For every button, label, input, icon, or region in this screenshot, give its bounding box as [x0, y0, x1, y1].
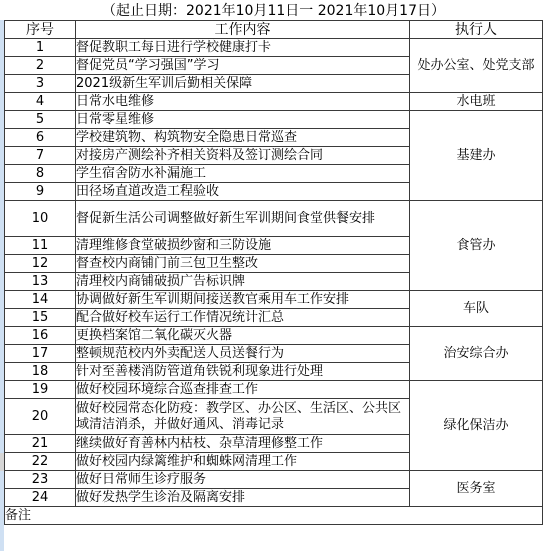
weekly-work-schedule-table [4, 20, 543, 525]
remark-row [5, 507, 543, 525]
cell-seq[interactable]: 21 [5, 435, 76, 453]
cell-seq[interactable]: 22 [5, 453, 76, 471]
cell-task[interactable]: 做好校园常态化防疫：教学区、办公区、生活区、公共区域清洁消杀，并做好通风、消毒记录 [76, 399, 410, 435]
cell-seq[interactable]: 3 [5, 75, 76, 93]
table-header-row [5, 21, 543, 39]
cell-task[interactable]: 学校建筑物、构筑物安全隐患日常巡查 [76, 129, 410, 147]
cell-task[interactable]: 日常水电维修 [76, 93, 410, 111]
cell-task[interactable]: 清理维修食堂破损纱窗和三防设施 [76, 237, 410, 255]
cell-executor-security[interactable]: 治安综合办 [410, 327, 543, 381]
cell-executor-plumbing[interactable]: 水电班 [410, 93, 543, 111]
cell-task[interactable]: 配合做好校车运行工作情况统计汇总 [76, 309, 410, 327]
cell-task[interactable]: 更换档案馆二氧化碳灭火器 [76, 327, 410, 345]
cell-seq[interactable]: 9 [5, 183, 76, 201]
cell-seq[interactable]: 5 [5, 111, 76, 129]
cell-task[interactable]: 做好日常师生诊疗服务 [76, 471, 410, 489]
cell-task[interactable]: 协调做好新生军训期间接送教官乘用车工作安排 [76, 291, 410, 309]
cell-task[interactable]: 对接房产测绘补齐相关资料及签订测绘合同 [76, 147, 410, 165]
cell-task[interactable]: 继续做好育善林内枯枝、杂草清理修整工作 [76, 435, 410, 453]
cell-seq[interactable]: 15 [5, 309, 76, 327]
cell-seq[interactable]: 6 [5, 129, 76, 147]
cell-seq[interactable]: 20 [5, 399, 76, 435]
table-row [5, 381, 543, 399]
cell-seq[interactable]: 18 [5, 363, 76, 381]
cell-executor-greening[interactable]: 绿化保洁办 [410, 381, 543, 471]
cell-task[interactable]: 学生宿舍防水补漏施工 [76, 165, 410, 183]
cell-seq[interactable]: 17 [5, 345, 76, 363]
cell-task[interactable]: 针对至善楼消防管道角铁锐利现象进行处理 [76, 363, 410, 381]
cell-seq[interactable]: 24 [5, 489, 76, 507]
cell-task[interactable]: 做好发热学生诊治及隔离安排 [76, 489, 410, 507]
cell-executor-office[interactable]: 处办公室、处党支部 [410, 39, 543, 93]
cell-seq[interactable]: 16 [5, 327, 76, 345]
cell-task[interactable]: 督促新生活公司调整做好新生军训期间食堂供餐安排 [76, 201, 410, 237]
cell-executor-motorpool[interactable]: 车队 [410, 291, 543, 327]
cell-task[interactable]: 田径场直道改造工程验收 [76, 183, 410, 201]
cell-seq[interactable]: 11 [5, 237, 76, 255]
date-range-title: （起止日期：2021年10月11日一 2021年10月17日） [102, 3, 445, 19]
cell-task[interactable]: 清理校内商铺破损广告标识牌 [76, 273, 410, 291]
cell-executor-canteen[interactable]: 食管办 [410, 201, 543, 291]
cell-task[interactable]: 督查校内商铺门前三包卫生整改 [76, 255, 410, 273]
cell-seq[interactable]: 12 [5, 255, 76, 273]
cell-task[interactable]: 整顿规范校内外卖配送人员送餐行为 [76, 345, 410, 363]
cell-task[interactable]: 日常零星维修 [76, 111, 410, 129]
cell-seq[interactable]: 1 [5, 39, 76, 57]
header-seq[interactable]: 序号 [5, 21, 76, 39]
table-row [5, 111, 543, 129]
cell-task[interactable]: 做好校园内绿篱维护和蜘蛛网清理工作 [76, 453, 410, 471]
cell-task[interactable]: 做好校园环境综合巡查排查工作 [76, 381, 410, 399]
cell-task[interactable]: 督促党员“学习强国”学习 [76, 57, 410, 75]
cell-seq[interactable]: 10 [5, 201, 76, 237]
table-row [5, 291, 543, 309]
cell-seq[interactable]: 2 [5, 57, 76, 75]
header-executor[interactable]: 执行人 [410, 21, 543, 39]
cell-executor-clinic[interactable]: 医务室 [410, 471, 543, 507]
table-row [5, 327, 543, 345]
cell-seq[interactable]: 7 [5, 147, 76, 165]
cell-seq[interactable]: 8 [5, 165, 76, 183]
cell-seq[interactable]: 13 [5, 273, 76, 291]
table-row [5, 471, 543, 489]
cell-seq[interactable]: 23 [5, 471, 76, 489]
table-row [5, 201, 543, 237]
table-row [5, 93, 543, 111]
cell-task[interactable]: 督促教职工每日进行学校健康打卡 [76, 39, 410, 57]
cell-remark[interactable]: 备注 [5, 507, 543, 525]
cell-task[interactable]: 2021级新生军训后勤相关保障 [76, 75, 410, 93]
cell-seq[interactable]: 14 [5, 291, 76, 309]
cell-executor-construction[interactable]: 基建办 [410, 111, 543, 201]
cell-seq[interactable]: 19 [5, 381, 76, 399]
cell-seq[interactable]: 4 [5, 93, 76, 111]
header-content[interactable]: 工作内容 [76, 21, 410, 39]
table-row [5, 39, 543, 57]
